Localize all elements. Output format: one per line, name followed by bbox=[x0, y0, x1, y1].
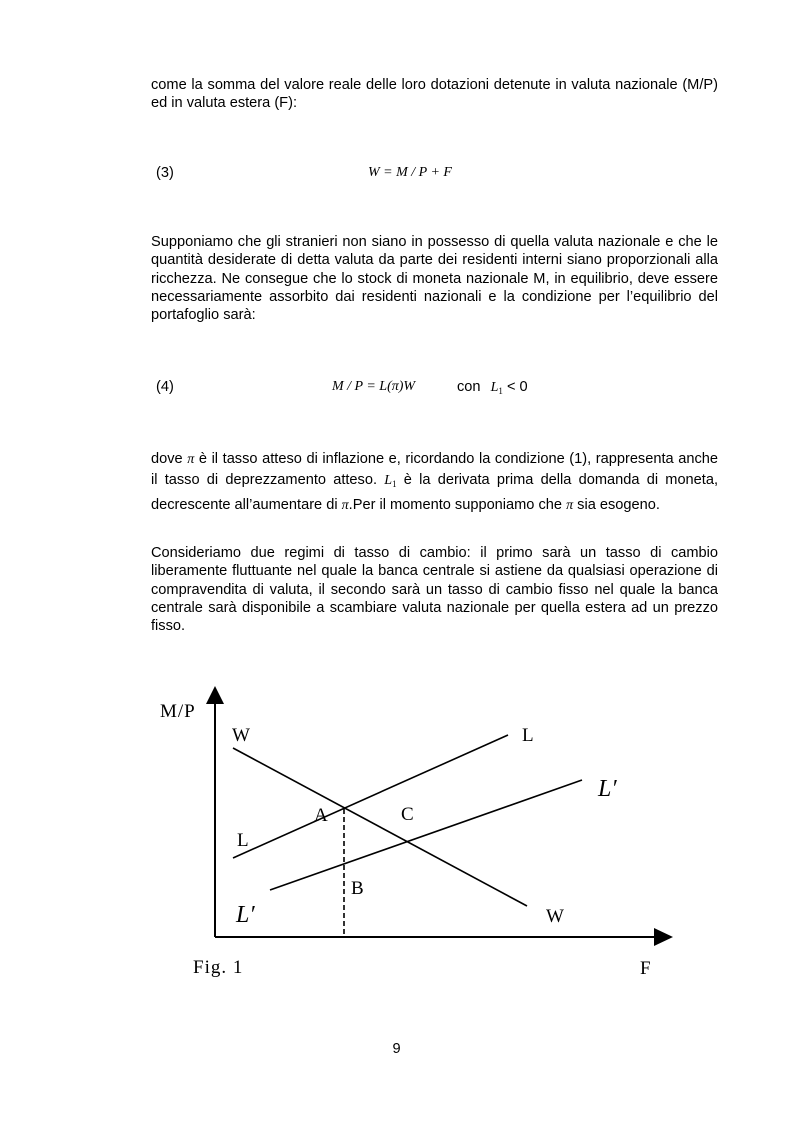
pi-symbol: π bbox=[187, 452, 195, 467]
curve-L-prime bbox=[270, 780, 582, 890]
equation-4-L: L bbox=[490, 380, 499, 395]
label-L-left: L bbox=[237, 830, 249, 851]
paragraph-intro-text: come la somma del valore reale delle loro dotazioni detenute in valuta nazionale (M/P) ed in valuta estera (F): bbox=[151, 77, 718, 112]
y-axis-label: M/P bbox=[160, 701, 196, 722]
label-W-top: W bbox=[232, 725, 250, 746]
equation-4: M / P = L(π)W bbox=[332, 379, 416, 394]
x-axis-arrow bbox=[654, 928, 673, 946]
page-number: 9 bbox=[392, 1041, 401, 1057]
label-L-prime-top: L′ bbox=[598, 776, 617, 802]
equation-3: W = M / P + F bbox=[368, 165, 452, 180]
p3-b: è il tasso atteso di inflazione e, ricordando la condizione (1), rappresenta anche il tasso di deprezzamento atteso. bbox=[151, 451, 718, 489]
paragraph-regimes-text: Consideriamo due regimi di tasso di cambio: il primo sarà un tasso di cambio liberamente fluttuante nel quale la banca centrale si astiene da qualsiasi operazione di compravendita di valuta, il secondo sarà un tasso di cambio fisso nel quale la banca centrale sarà disponibile a scambiare valuta nazionale per quella estera ad un prezzo fisso. bbox=[151, 545, 718, 635]
label-L-prime-bottom: L′ bbox=[236, 902, 255, 928]
label-A: A bbox=[314, 805, 328, 826]
equation-4-cond: < 0 bbox=[506, 379, 528, 395]
L-symbol: L bbox=[384, 473, 393, 489]
L-sub: 1 bbox=[392, 479, 397, 490]
p3-c: è la derivata prima della domanda di moneta, decrescente all’aumentare di bbox=[151, 472, 719, 513]
x-axis-label: F bbox=[640, 958, 651, 979]
curve-L bbox=[233, 735, 508, 858]
figure-caption: Fig. 1 bbox=[193, 957, 244, 978]
equation-4-con: con bbox=[457, 379, 481, 395]
p3-a: dove bbox=[151, 451, 183, 467]
label-W-bottom: W bbox=[546, 906, 564, 927]
label-C: C bbox=[401, 804, 414, 825]
pi-symbol-2: π bbox=[341, 497, 349, 513]
label-B: B bbox=[351, 878, 364, 899]
equation-4-label: (4) bbox=[156, 379, 174, 395]
curve-W bbox=[233, 748, 527, 906]
equation-4-sub: 1 bbox=[498, 386, 503, 396]
label-L-top: L bbox=[522, 725, 534, 746]
paragraph-assumption-text: Supponiamo che gli stranieri non siano in possesso di quella valuta nazionale e che le quantità desiderate di detta valuta da parte dei residenti interni siano proporzionali alla ricchezza. Ne consegue che lo stock di moneta nazionale M, in equilibrio, deve essere necessariamente assorbito dai residenti nazionali e la condizione per l’equilibrio del portafoglio sarà: bbox=[151, 234, 718, 324]
y-axis-arrow bbox=[206, 686, 224, 704]
pi-symbol-3: π bbox=[566, 497, 574, 513]
equation-3-label: (3) bbox=[156, 165, 174, 181]
p3-d: .Per il momento supponiamo che bbox=[348, 496, 563, 513]
p3-e: sia esogeno. bbox=[577, 496, 660, 513]
